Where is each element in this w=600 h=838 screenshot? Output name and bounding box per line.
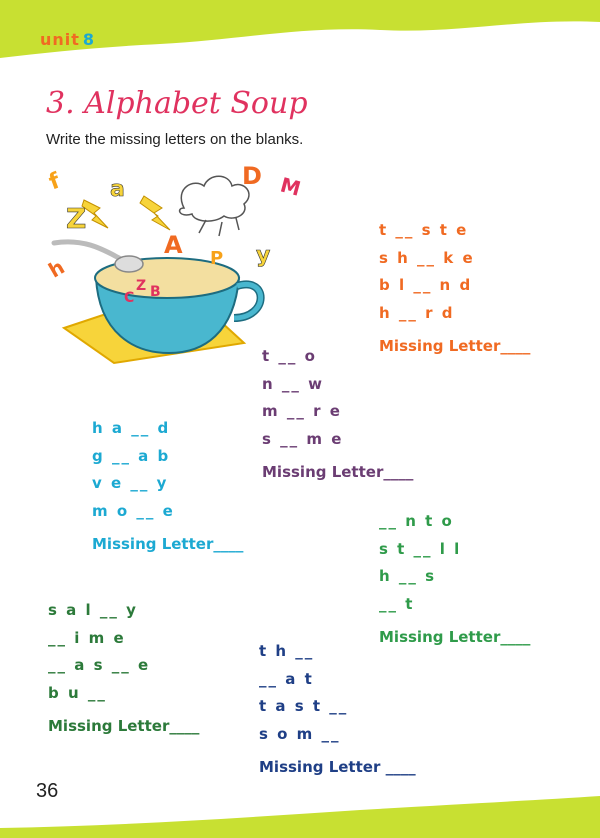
unit-word: unit <box>40 30 80 49</box>
unit-label <box>40 30 95 49</box>
word-blank: t __ o <box>262 347 317 365</box>
word-blank: n __ w <box>262 374 324 393</box>
word-group-cyan <box>92 415 243 553</box>
word-blank: __ t <box>379 594 415 613</box>
word-blank: __ n t o <box>379 512 454 530</box>
svg-text:B: B <box>150 284 161 300</box>
word-blank: t a s t __ <box>259 697 349 715</box>
bottom-green-band <box>0 788 600 838</box>
page-number: 36 <box>36 780 59 802</box>
word-blank: __ a t <box>259 669 314 688</box>
word-blank: g __ a b <box>92 446 171 465</box>
missing-letter-label: Missing Letter____ <box>262 463 414 481</box>
svg-text:a: a <box>110 177 125 202</box>
missing-letter-label: Missing Letter____ <box>48 717 200 735</box>
word-group-dark-green <box>48 597 199 735</box>
svg-text:h: h <box>44 254 69 283</box>
svg-text:M: M <box>277 172 304 201</box>
instructions: Write the missing letters on the blanks. <box>46 131 304 148</box>
steam <box>180 176 249 236</box>
alphabet-soup-illustration <box>44 158 314 368</box>
word-blank: t h __ <box>259 642 315 660</box>
word-blank: __ a s __ e <box>48 656 151 674</box>
word-blank: __ i m e <box>48 628 126 647</box>
missing-letter-label: Missing Letter____ <box>379 337 531 355</box>
missing-letter-label: Missing Letter____ <box>92 535 244 553</box>
word-blank: s t __ l l <box>379 539 462 558</box>
word-group-orange <box>379 217 530 355</box>
svg-text:y: y <box>256 243 271 268</box>
word-blank: s a l __ y <box>48 601 138 619</box>
word-blank: h __ r d <box>379 303 455 322</box>
word-blank: s o m __ <box>259 724 341 743</box>
word-blank: s __ m e <box>262 429 344 448</box>
word-blank: b l __ n d <box>379 276 473 294</box>
missing-letter-label: Missing Letter____ <box>379 628 531 646</box>
word-group-purple <box>262 343 413 481</box>
word-blank: h __ s <box>379 567 437 585</box>
word-blank: t __ s t e <box>379 221 469 239</box>
word-blank: b u __ <box>48 683 107 702</box>
svg-text:f: f <box>45 168 64 196</box>
spoon <box>54 242 143 272</box>
word-blank: h a __ d <box>92 419 171 437</box>
word-group-bright-green <box>379 508 530 646</box>
svg-text:Z: Z <box>66 202 87 235</box>
svg-text:P: P <box>210 248 224 269</box>
svg-text:Z: Z <box>136 278 147 294</box>
svg-text:D: D <box>242 162 262 190</box>
lightning-bolts <box>82 196 170 230</box>
word-blank: s h __ k e <box>379 248 475 267</box>
svg-text:A: A <box>164 231 183 259</box>
word-blank: m o __ e <box>92 501 175 520</box>
word-blank: m __ r e <box>262 402 342 420</box>
word-blank: v e __ y <box>92 474 169 492</box>
svg-text:C: C <box>124 290 135 306</box>
word-group-navy <box>259 638 416 776</box>
unit-number: 8 <box>82 30 96 49</box>
missing-letter-label: Missing Letter ____ <box>259 758 416 776</box>
page-title: 3. Alphabet Soup <box>46 86 308 121</box>
